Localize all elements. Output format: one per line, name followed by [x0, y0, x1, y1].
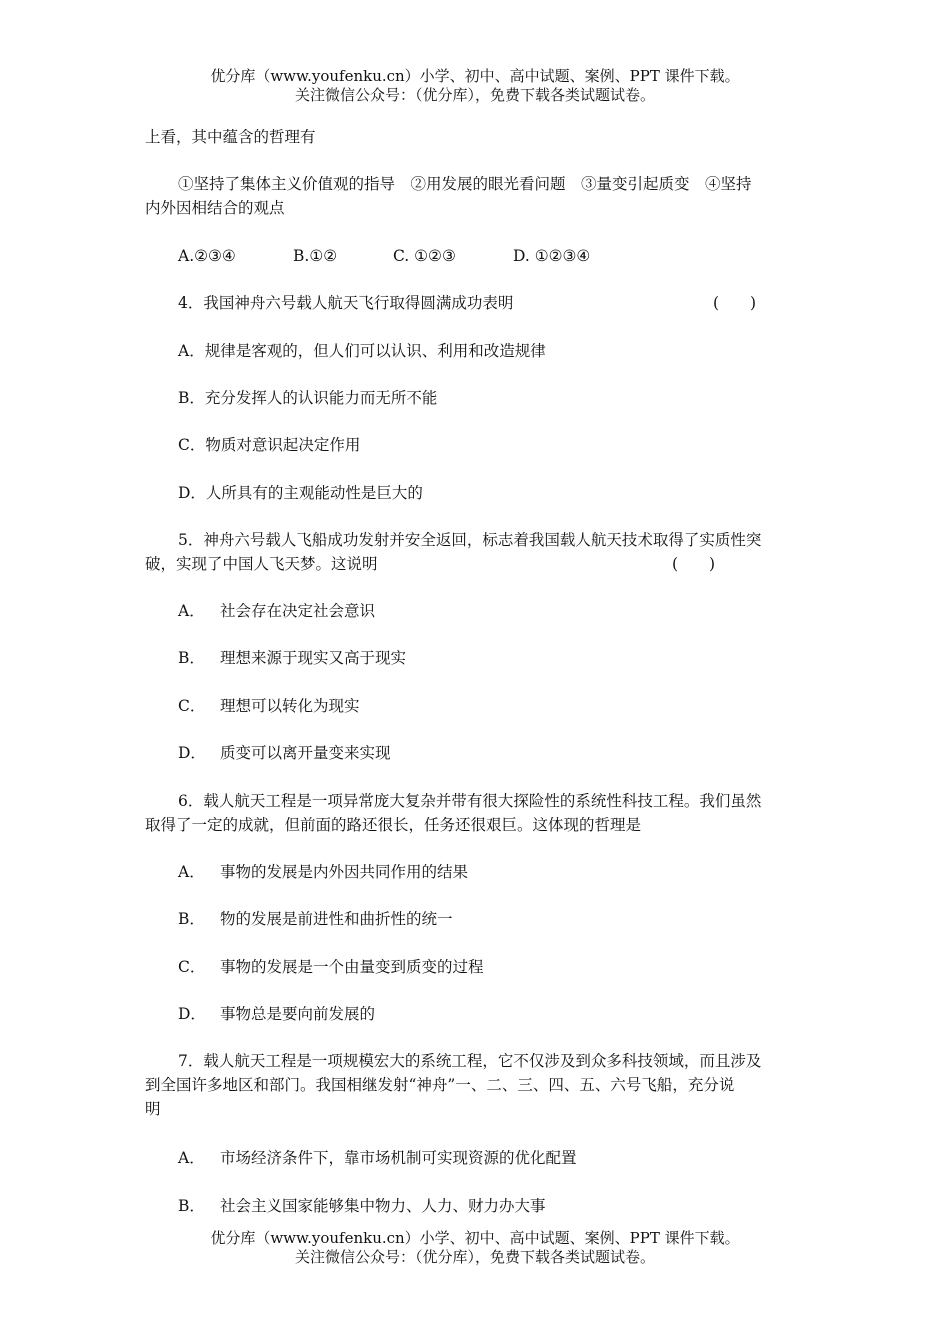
- q4-option-d: D．人所具有的主观能动性是巨大的: [178, 484, 423, 502]
- q4-option-c: C．物质对意识起决定作用: [178, 436, 361, 454]
- q6-option-d-text: 事物总是要向前发展的: [220, 1005, 376, 1023]
- q3-option-a: A.②③④: [178, 247, 236, 265]
- q6-option-c: [178, 956, 484, 978]
- q7-stem-line-2: 到全国许多地区和部门。我国相继发射“神舟”一、二、三、四、五、六号飞船，充分说: [145, 1076, 735, 1094]
- q7-option-a-label: A．: [178, 1149, 205, 1167]
- q6-option-d: [178, 1003, 375, 1025]
- q6-option-a: [178, 861, 468, 883]
- page-footer: [0, 1229, 950, 1267]
- q7-option-a: [178, 1147, 577, 1169]
- q5-option-a: [178, 600, 375, 622]
- q6-stem: [145, 789, 807, 837]
- q6-option-b: [178, 908, 453, 930]
- q5-answer-paren: ( ): [672, 555, 716, 573]
- q6-option-b-text: 物的发展是前进性和曲折性的统一: [220, 910, 453, 928]
- q5-stem-line-2: 破，实现了中国人飞天梦。这说明: [145, 555, 378, 573]
- q6-option-b-label: B．: [178, 910, 205, 928]
- q4-stem: 4．我国神舟六号载人航天飞行取得圆满成功表明: [178, 294, 514, 312]
- q5-option-d: [178, 742, 391, 764]
- q6-option-c-text: 事物的发展是一个由量变到质变的过程: [220, 958, 484, 976]
- q3-statements-line-2: 内外因相结合的观点: [145, 199, 285, 217]
- q4-option-a: A．规律是客观的，但人们可以认识、利用和改造规律: [178, 342, 546, 360]
- q3-options: [178, 245, 590, 267]
- q3-option-b: B.①②: [293, 247, 338, 265]
- q7-stem: [145, 1049, 807, 1121]
- q3-statements-line-1: ①坚持了集体主义价值观的指导 ②用发展的眼光看问题 ③量变引起质变 ④坚持: [178, 175, 752, 193]
- q3-option-d: D. ①②③④: [513, 247, 591, 265]
- q4-option-b: B．充分发挥人的认识能力而无所不能: [178, 389, 438, 407]
- page-header: [0, 67, 950, 105]
- q5-option-c: [178, 695, 360, 717]
- q5-option-d-label: D．: [178, 744, 206, 762]
- q5-option-a-label: A．: [178, 602, 205, 620]
- q5-option-b-text: 理想来源于现实又高于现实: [220, 649, 407, 667]
- header-line-2: 关注微信公众号：（优分库），免费下载各类试题试卷。: [294, 86, 655, 104]
- q5-option-b: [178, 647, 406, 669]
- q7-option-b-text: 社会主义国家能够集中物力、人力、财力办大事: [220, 1197, 546, 1215]
- footer-line-2: 关注微信公众号：（优分库），免费下载各类试题试卷。: [294, 1248, 655, 1266]
- header-line-1: 优分库（www.youfenku.cn）小学、初中、高中试题、案例、PPT 课件下载。: [210, 67, 740, 85]
- q6-stem-line-2: 取得了一定的成就，但前面的路还很长，任务还很艰巨。这体现的哲理是: [145, 816, 642, 834]
- q4-answer-paren: ( ): [713, 294, 757, 312]
- q7-option-b-label: B．: [178, 1197, 205, 1215]
- q6-option-d-label: D．: [178, 1005, 206, 1023]
- q5-option-d-text: 质变可以离开量变来实现: [220, 744, 391, 762]
- q6-stem-line-1: 6．载人航天工程是一项异常庞大复杂并带有很大探险性的系统性科技工程。我们虽然: [178, 792, 762, 810]
- q3-stem-tail: 上看，其中蕴含的哲理有: [145, 128, 316, 146]
- footer-line-1: 优分库（www.youfenku.cn）小学、初中、高中试题、案例、PPT 课件下载。: [210, 1229, 740, 1247]
- q3-option-c: C. ①②③: [393, 247, 456, 265]
- q7-option-b: [178, 1195, 546, 1217]
- q6-option-a-text: 事物的发展是内外因共同作用的结果: [220, 863, 469, 881]
- q3-statements: [145, 172, 807, 220]
- q7-option-a-text: 市场经济条件下，靠市场机制可实现资源的优化配置: [220, 1149, 577, 1167]
- q6-option-c-label: C．: [178, 958, 206, 976]
- q5-stem-line-1: 5．神舟六号载人飞船成功发射并安全返回，标志着我国载人航天技术取得了实质性突: [178, 531, 762, 549]
- q5-option-b-label: B．: [178, 649, 205, 667]
- q5-option-c-text: 理想可以转化为现实: [220, 697, 360, 715]
- q5-option-c-label: C．: [178, 697, 206, 715]
- q7-stem-line-1: 7．载人航天工程是一项规模宏大的系统工程，它不仅涉及到众多科技领域，而且涉及: [178, 1052, 762, 1070]
- q6-option-a-label: A．: [178, 863, 205, 881]
- q5-option-a-text: 社会存在决定社会意识: [220, 602, 376, 620]
- q7-stem-line-3: 明: [145, 1100, 161, 1118]
